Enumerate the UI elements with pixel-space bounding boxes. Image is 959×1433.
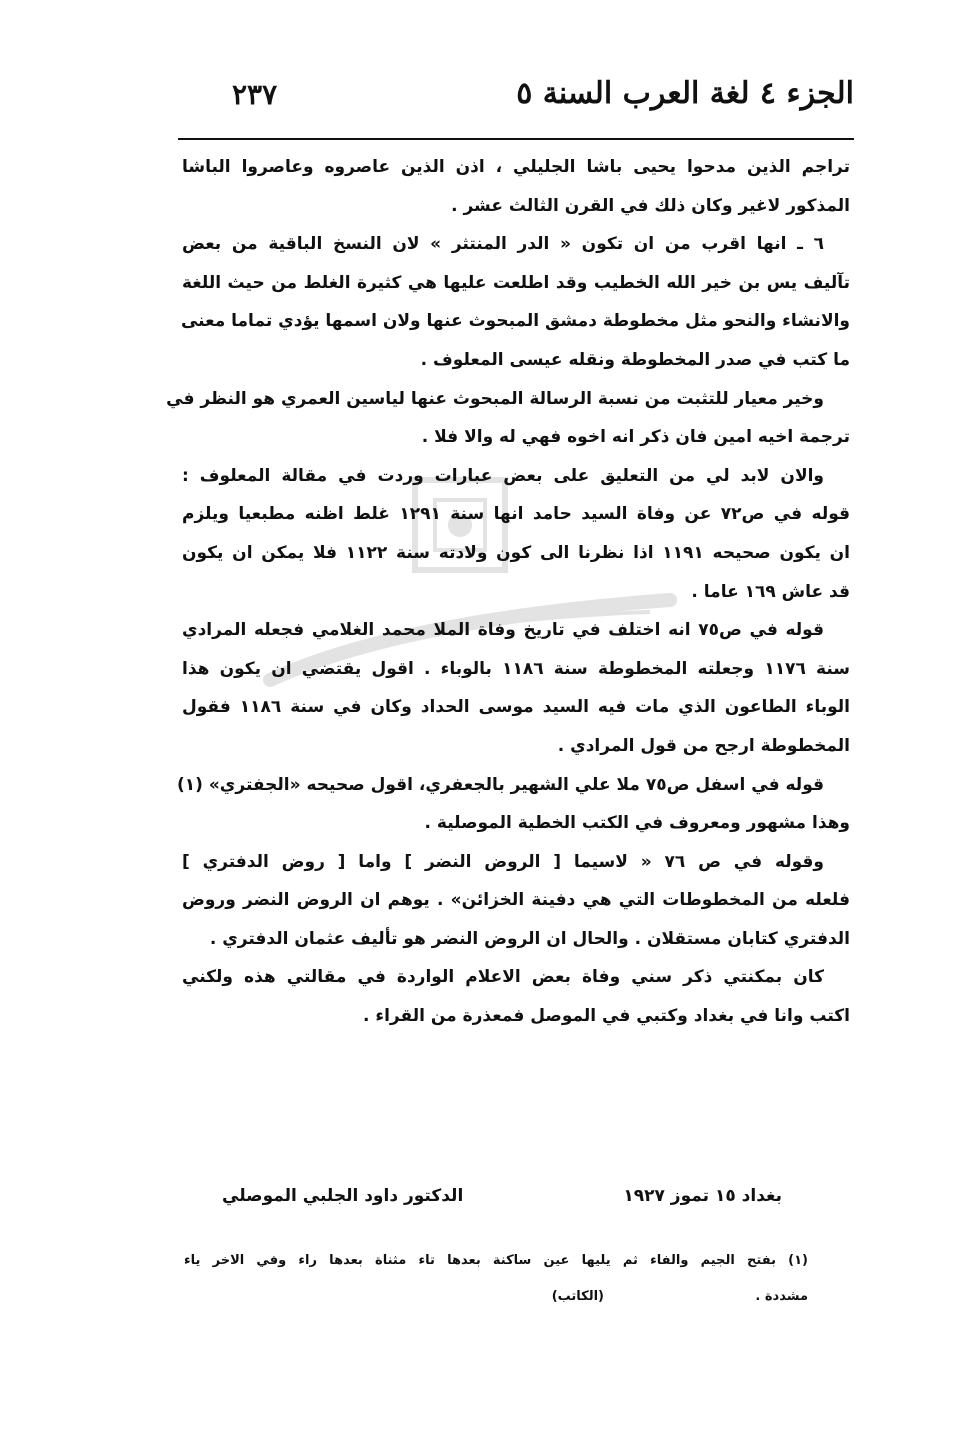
- header-rule: [178, 138, 854, 140]
- footnote: [184, 1243, 808, 1315]
- text-line: ان يكون صحيحه ١١٩١ اذا نظرنا الى كون ولادته سنة ١١٢٢ فلا يمكن ان يكون: [182, 542, 850, 563]
- paragraph: [182, 225, 850, 379]
- text-line: تراجم الذين مدحوا يحيى باشا الجليلي ، اذن الذين عاصروه وعاصروا الباشا: [182, 157, 850, 177]
- paragraph: [166, 380, 850, 457]
- text-line: وخير معيار للتثبت من نسبة الرسالة المبحوث عنها لياسين العمري هو النظر في: [166, 388, 824, 409]
- text-line: اكتب وانا في بغداد وكتبي في الموصل فمعذرة من القراء .: [363, 1006, 850, 1027]
- signature-date: بغداد ١٥ تموز ١٩٢٧: [623, 1186, 782, 1206]
- text-line: ما كتب في صدر المخطوطة ونقله عيسى المعلوف .: [420, 349, 850, 370]
- text-line: ٦ ـ انها اقرب من ان تكون « الدر المنتثر » لان النسخ الباقية من بعض: [182, 234, 824, 255]
- text-line: قوله في اسفل ص٧٥ ملا علي الشهير بالجعفري، اقول صحيحه «الجفتري» (١): [176, 774, 824, 795]
- signature-block: [222, 1186, 782, 1218]
- text-line: الوباء الطاعون الذي مات فيه السيد موسى الحداد وكان في سنة ١١٨٦ فقول: [182, 697, 850, 718]
- text-line: قوله في ص٧٥ انه اختلف في تاريخ وفاة الملا محمد الغلامي فجعله المرادي: [182, 620, 824, 641]
- text-line: وقوله في ص ٧٦ « لاسيما [ الروض النضر ] واما [ روض الدفتري ]: [182, 851, 824, 872]
- text-line: سنة ١١٧٦ وجعلته المخطوطة سنة ١١٨٦ بالوباء . اقول يقتضي ان يكون هذا: [182, 658, 850, 679]
- paragraph: [182, 843, 850, 959]
- running-title: الجزء ٤ لغة العرب السنة ٥: [516, 76, 854, 111]
- text-line: ترجمة اخيه امين فان ذكر انه اخوه فهي له والا فلا .: [421, 427, 850, 448]
- text-line: المخطوطة ارجح من قول المرادي .: [557, 735, 850, 756]
- text-line: المذكور لاغير وكان ذلك في القرن الثالث عشر .: [451, 195, 850, 216]
- paragraph: [182, 958, 850, 1035]
- text-line: كان بمكنتي ذكر سني وفاة بعض الاعلام الواردة في مقالتي هذه ولكني: [182, 967, 824, 988]
- footnote-ending: مشددة .: [755, 1289, 808, 1304]
- text-line: والان لابد لي من التعليق على بعض عبارات وردت في مقالة المعلوف :: [182, 465, 824, 486]
- text-line: والانشاء والنحو مثل مخطوطة دمشق المبحوث عنها ولان اسمها يؤدي تماما معنى: [180, 311, 850, 332]
- footnote-attribution: (الكاتب): [551, 1289, 604, 1304]
- paragraph: [182, 148, 850, 225]
- paragraph: [182, 611, 850, 765]
- article-body: [166, 148, 850, 1036]
- signature-author: الدكتور داود الجلبي الموصلي: [222, 1186, 464, 1206]
- paragraph: [182, 457, 850, 611]
- text-line: الدفتري كتابان مستقلان . والحال ان الروض النضر هو تأليف عثمان الدفتري .: [209, 928, 850, 949]
- text-line: قد عاش ١٦٩ عاما .: [691, 581, 850, 602]
- text-line: وهذا مشهور ومعروف في الكتب الخطية الموصلية .: [424, 813, 850, 834]
- page-header: [178, 70, 854, 134]
- text-line: فلعله من المخطوطات التي هي دفينة الخزائن» . يوهم ان الروض النضر وروض: [182, 890, 850, 911]
- text-line: قوله في ص٧٢ عن وفاة السيد حامد انها سنة ١٢٩١ غلط اظنه مطبعيا ويلزم: [182, 504, 850, 525]
- page-number: ٢٣٧: [232, 78, 278, 111]
- text-line: تآليف يس بن خير الله الخطيب وقد اطلعت عليها هي كثيرة الغلط من حيث اللغة: [182, 272, 850, 293]
- footnote-line: (١) بفتح الجيم والفاء ثم يليها عين ساكنة بعدها تاء مثناة بعدها راء وفي الاخر ياء: [184, 1253, 808, 1268]
- footnote-line-2: [184, 1279, 808, 1315]
- paragraph: [176, 766, 850, 843]
